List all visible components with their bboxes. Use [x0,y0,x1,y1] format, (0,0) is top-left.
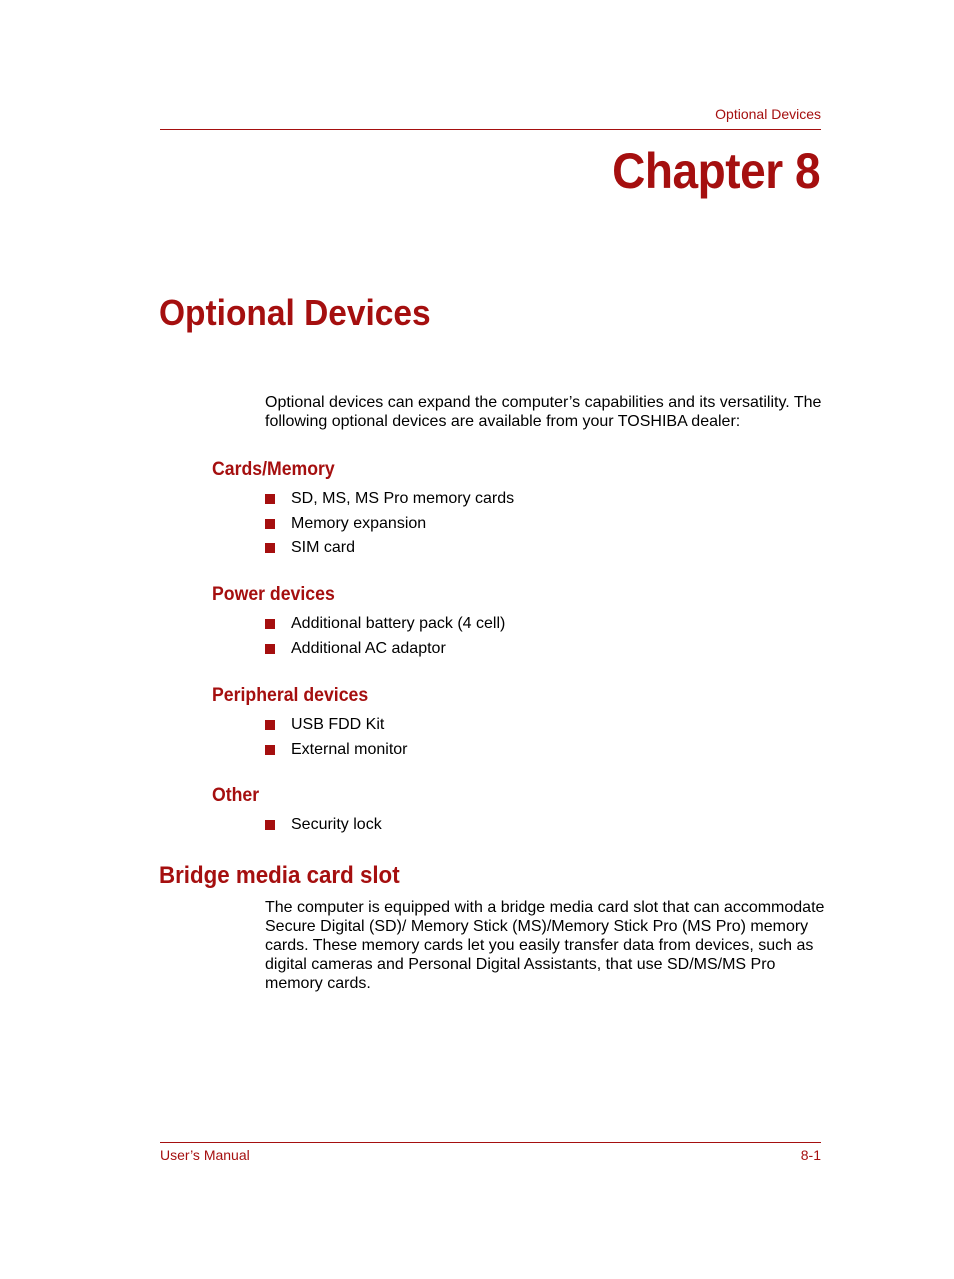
running-header: Optional Devices [715,106,821,122]
list-item: Security lock [265,813,382,838]
page-number: 8-1 [800,1147,821,1163]
section-heading: Power devices [212,584,335,605]
bridge-paragraph: The computer is equipped with a bridge media card slot that can accommodate Secure Digital (SD)/ Memory Stick (MS)/Memory Stick Pro (MS Pro) memory cards. These memory cards let you easily transfer data from devices, such as digital cameras and Personal Digital Assistants, that use SD/MS/MS Pro memory cards. [265,899,825,992]
square-bullet-icon [265,745,275,755]
square-bullet-icon [265,720,275,730]
list-item: Additional battery pack (4 cell) [265,612,505,637]
bullet-list [265,713,408,762]
list-item: Additional AC adaptor [265,637,505,662]
list-item: USB FDD Kit [265,713,408,738]
header-rule [160,129,821,130]
section-heading: Peripheral devices [212,685,369,706]
footer-rule [160,1142,821,1143]
square-bullet-icon [265,543,275,553]
list-item: External monitor [265,738,408,763]
section-other [212,785,382,838]
section-heading: Cards/Memory [212,459,335,480]
chapter-label: Chapter 8 [611,143,820,199]
section-heading: Other [212,785,260,806]
section-power-devices [212,584,505,661]
section-peripheral-devices [212,685,408,762]
section-cards-memory [212,459,514,561]
bullet-list [265,813,382,838]
bridge-heading: Bridge media card slot [159,862,400,889]
bullet-list [265,612,505,661]
bullet-list [265,487,514,561]
square-bullet-icon [265,519,275,529]
square-bullet-icon [265,644,275,654]
list-item: SIM card [265,536,514,561]
page-title: Optional Devices [159,292,431,333]
intro-paragraph: Optional devices can expand the computer’s capabilities and its versatility. The following optional devices are available from your TOSHIBA dealer: [265,394,822,430]
square-bullet-icon [265,619,275,629]
list-item: SD, MS, MS Pro memory cards [265,487,514,512]
square-bullet-icon [265,494,275,504]
footer-manual-label: User’s Manual [160,1147,250,1163]
list-item: Memory expansion [265,512,514,537]
square-bullet-icon [265,820,275,830]
